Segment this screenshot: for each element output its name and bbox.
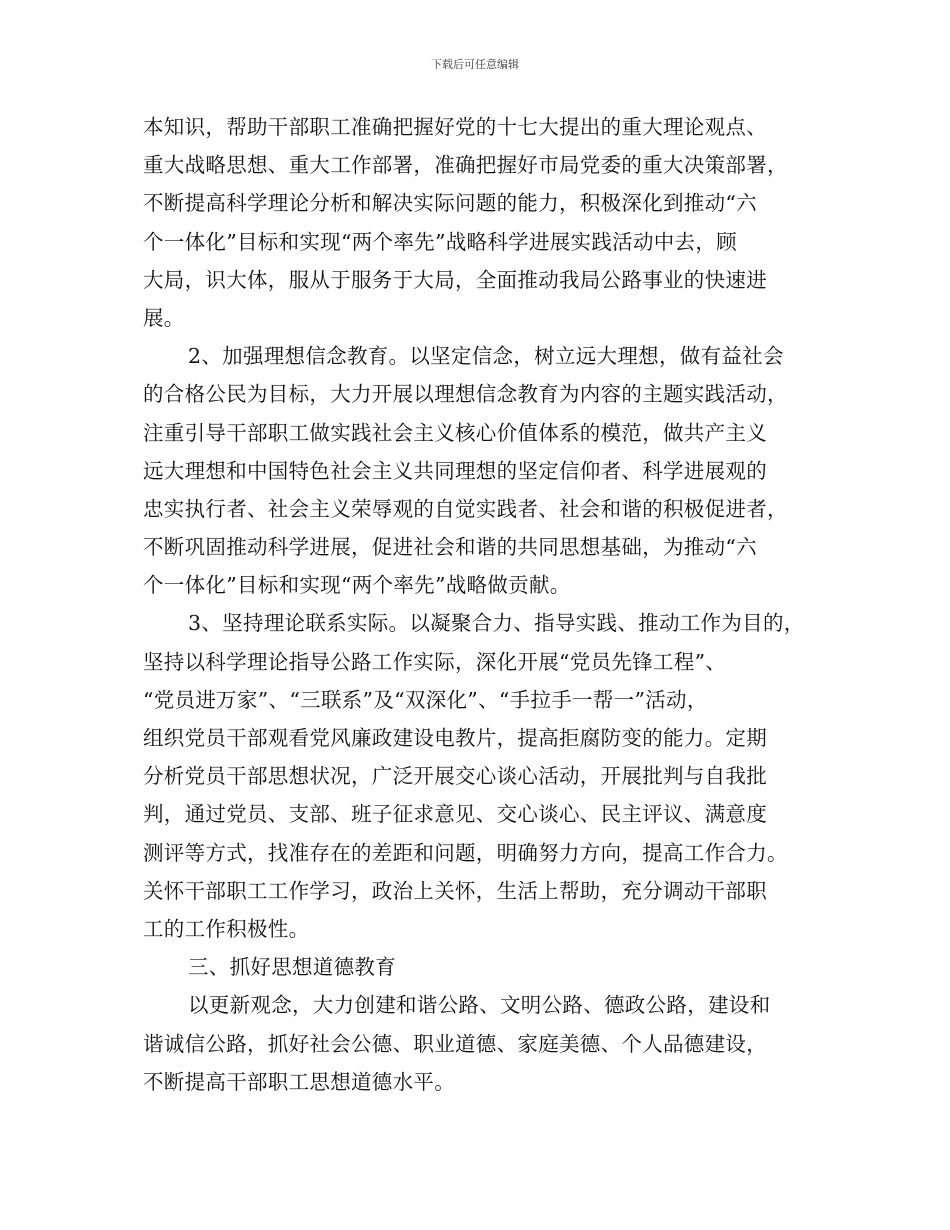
text-line: 忠实执行者、社会主义荣辱观的自觉实践者、社会和谐的积极促进者，: [143, 496, 788, 521]
text-line: 测评等方式，找准存在的差距和问题，明确努力方向，提高工作合力。: [143, 840, 788, 865]
text-line: 三、抓好思想道德教育: [188, 955, 396, 980]
text-line: 不断巩固推动科学进展，促进社会和谐的共同思想基础，为推动“六: [143, 535, 757, 560]
text-line: 注重引导干部职工做实践社会主义核心价值体系的模范，做共产主义: [143, 420, 767, 445]
text-line: 工的工作积极性。: [143, 916, 310, 941]
text-line: 2、加强理想信念教育。以坚定信念，树立远大理想，做有益社会: [188, 344, 784, 369]
text-line: 本知识，帮助干部职工准确把握好党的十七大提出的重大理论观点、: [143, 115, 767, 139]
text-line: 大局，识大体，服从于服务于大局，全面推动我局公路事业的快速进: [143, 267, 767, 292]
text-line: 组织党员干部观看党风廉政建设电教片，提高拒腐防变的能力。定期: [143, 726, 767, 750]
text-line: 坚持以科学理论指导公路工作实际，深化开展“党员先锋工程”、: [143, 649, 727, 674]
text-line: 不断提高干部职工思想道德水平。: [143, 1069, 455, 1094]
text-line: 重大战略思想、重大工作部署，准确把握好市局党委的重大决策部署，: [143, 153, 788, 178]
page-header: 下载后可任意编辑: [431, 58, 519, 71]
text-line: 的合格公民为目标，大力开展以理想信念教育为内容的主题实践活动，: [143, 382, 788, 407]
text-line: 展。: [143, 305, 185, 330]
document-body: [143, 108, 823, 1101]
text-line: 以更新观念，大力创建和谐公路、文明公路、德政公路，建设和: [188, 993, 771, 1018]
text-line: 关怀干部职工工作学习，政治上关怀，生活上帮助，充分调动干部职: [143, 878, 767, 903]
text-line: 远大理想和中国特色社会主义共同理想的坚定信仰者、科学进展观的: [143, 458, 767, 483]
text-line: 个一体化”目标和实现“两个率先”战略科学进展实践活动中去，顾: [143, 229, 737, 254]
text-line: 不断提高科学理论分析和解决实际问题的能力，积极深化到推动“六: [143, 191, 757, 216]
text-line: 个一体化”目标和实现“两个率先”战略做贡献。: [143, 573, 571, 598]
text-line: “党员进万家”、“三联系”及“双深化”、“手拉手一帮一”活动，: [143, 687, 708, 712]
text-line: 分析党员干部思想状况，广泛开展交心谈心活动，开展批判与自我批: [143, 764, 767, 789]
text-line: 谐诚信公路，抓好社会公德、职业道德、家庭美德、个人品德建设，: [143, 1031, 767, 1056]
text-line: 3、坚持理论联系实际。以凝聚合力、指导实践、推动工作为目的，: [188, 611, 805, 636]
text-line: 判，通过党员、支部、班子征求意见、交心谈心、民主评议、满意度: [143, 802, 767, 827]
